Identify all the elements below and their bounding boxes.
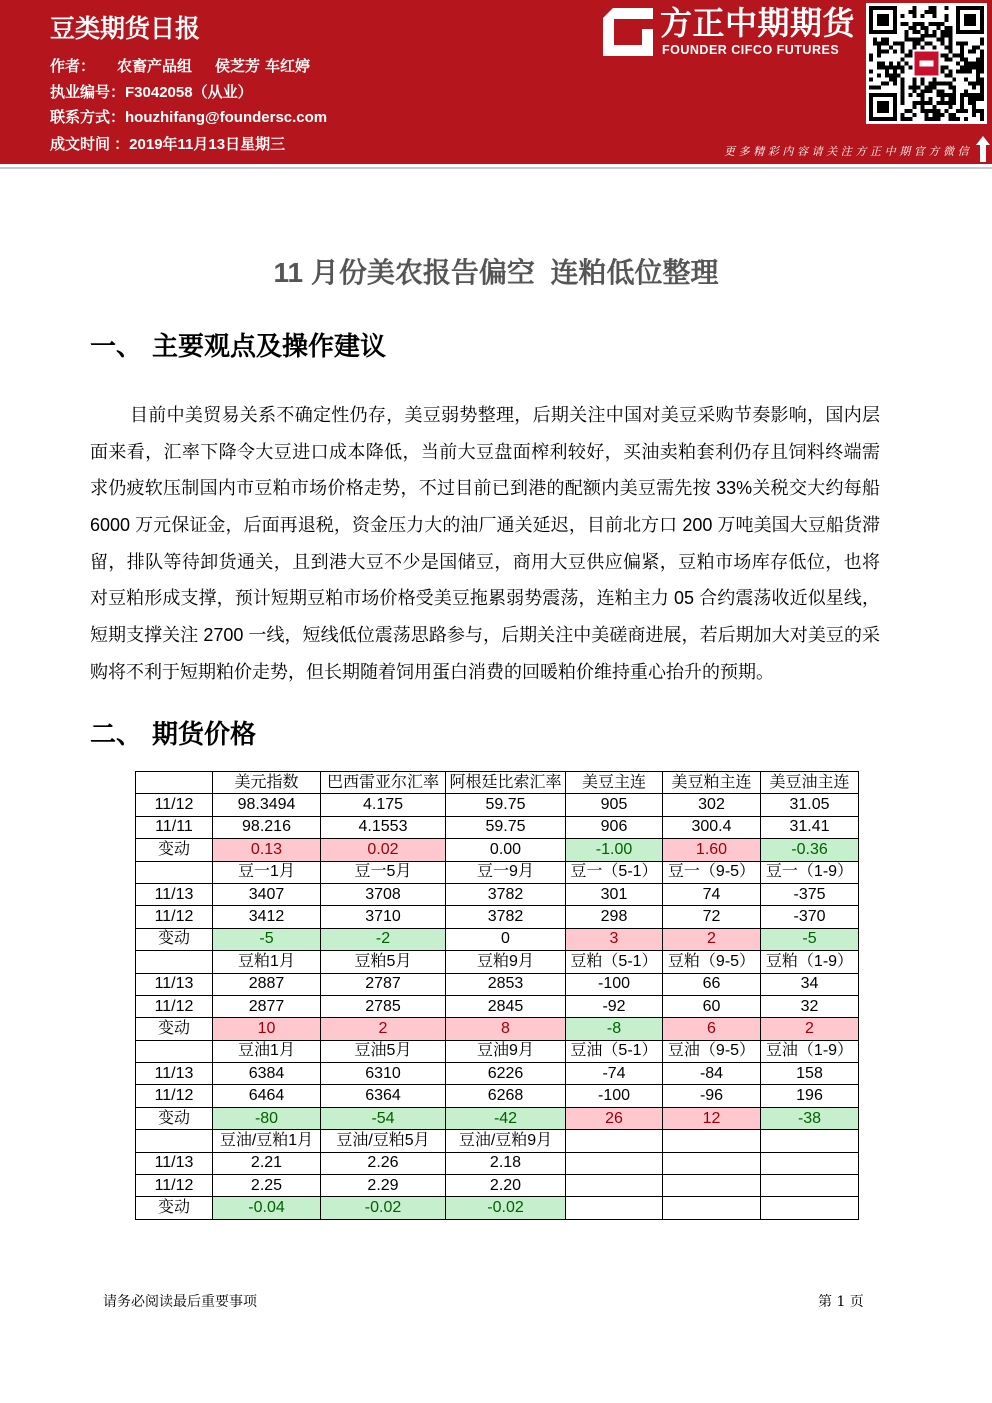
row-label xyxy=(136,1130,213,1152)
table-cell xyxy=(663,1175,761,1197)
table-cell: 2877 xyxy=(213,995,321,1017)
table-cell: 300.4 xyxy=(663,816,761,838)
table-cell: 3710 xyxy=(321,906,446,928)
table-cell: 6226 xyxy=(446,1063,566,1085)
table-cell: 2 xyxy=(321,1018,446,1040)
table-cell xyxy=(761,1197,859,1219)
row-label: 11/13 xyxy=(136,883,213,905)
table-cell: 6268 xyxy=(446,1085,566,1107)
table-cell: -370 xyxy=(761,906,859,928)
row-label xyxy=(136,951,213,973)
column-header-cell: 豆油9月 xyxy=(446,1040,566,1062)
arrow-up-icon xyxy=(976,136,990,162)
date-label: 成文时间 ： xyxy=(50,136,130,153)
table-cell: 2.29 xyxy=(321,1175,446,1197)
license-label: 执业编号： xyxy=(50,84,126,101)
row-label: 变动 xyxy=(136,928,213,950)
column-header-cell: 豆一5月 xyxy=(321,861,446,883)
author-group: 农畜产品组 xyxy=(117,58,193,75)
table-cell: -80 xyxy=(213,1107,321,1129)
table-header-row xyxy=(136,772,859,794)
table-change-row xyxy=(136,928,859,950)
wechat-slogan: 更多精彩内容请关注方正中期官方微信 xyxy=(724,146,973,158)
author-name: 侯芝芳 xyxy=(215,58,261,75)
table-cell: -2 xyxy=(321,928,446,950)
table-cell: 3782 xyxy=(446,906,566,928)
section-heading xyxy=(90,330,386,362)
table-cell: -375 xyxy=(761,883,859,905)
table-cell: -0.02 xyxy=(446,1197,566,1219)
table-cell: 301 xyxy=(566,883,663,905)
table-row xyxy=(136,995,859,1017)
table-cell: 4.1553 xyxy=(321,816,446,838)
table-cell: 3412 xyxy=(213,906,321,928)
table-cell xyxy=(761,1152,859,1174)
column-header-cell: 豆粕（9-5） xyxy=(663,951,761,973)
row-label: 11/13 xyxy=(136,973,213,995)
paragraph-line: 对豆粕形成支撑，预计短期豆粕市场价格受美豆拖累弱势震荡，连粕主力 05 合约震荡收近似星线， xyxy=(90,588,880,609)
table-cell: 2 xyxy=(761,1018,859,1040)
table-cell: 66 xyxy=(663,973,761,995)
table-cell: 0 xyxy=(446,928,566,950)
header-divider xyxy=(0,167,992,169)
column-header-cell: 豆油（1-9） xyxy=(761,1040,859,1062)
table-cell xyxy=(663,1197,761,1219)
page-number: 第 1 页 xyxy=(818,1294,864,1310)
table-cell: -5 xyxy=(213,928,321,950)
author-name: 车红婷 xyxy=(265,58,311,75)
table-change-row xyxy=(136,1197,859,1219)
table-cell: 0.00 xyxy=(446,839,566,861)
column-header-cell: 豆油（5-1） xyxy=(566,1040,663,1062)
table-cell: 60 xyxy=(663,995,761,1017)
column-header-cell: 豆油1月 xyxy=(213,1040,321,1062)
column-header-cell: 美豆主连 xyxy=(566,772,663,794)
row-label: 11/12 xyxy=(136,1085,213,1107)
column-header-cell xyxy=(761,1130,859,1152)
row-label: 11/11 xyxy=(136,816,213,838)
table-row xyxy=(136,816,859,838)
table-cell: 74 xyxy=(663,883,761,905)
table-cell: 6 xyxy=(663,1018,761,1040)
row-label: 11/13 xyxy=(136,1152,213,1174)
table-cell: 0.13 xyxy=(213,839,321,861)
row-label: 11/12 xyxy=(136,794,213,816)
column-header-cell: 豆一（1-9） xyxy=(761,861,859,883)
table-cell: 72 xyxy=(663,906,761,928)
table-cell xyxy=(566,1197,663,1219)
table-cell: -100 xyxy=(566,973,663,995)
table-header-row xyxy=(136,1130,859,1152)
table-cell: -0.02 xyxy=(321,1197,446,1219)
table-cell: 6364 xyxy=(321,1085,446,1107)
qr-center-mark xyxy=(919,60,933,66)
table-row xyxy=(136,973,859,995)
table-cell: 34 xyxy=(761,973,859,995)
table-cell: -1.00 xyxy=(566,839,663,861)
table-cell: 6310 xyxy=(321,1063,446,1085)
column-header-cell: 豆粕9月 xyxy=(446,951,566,973)
table-cell: 2787 xyxy=(321,973,446,995)
opinion-paragraph xyxy=(90,397,880,691)
column-header-cell xyxy=(566,1130,663,1152)
column-header-cell: 阿根廷比索汇率 xyxy=(446,772,566,794)
column-header-cell: 美豆粕主连 xyxy=(663,772,761,794)
futures-price-table xyxy=(135,771,859,1220)
table-cell: -8 xyxy=(566,1018,663,1040)
table-cell: 6464 xyxy=(213,1085,321,1107)
table-cell: 2887 xyxy=(213,973,321,995)
paragraph-line: 6000 万元保证金，后面再退税，资金压力大的油厂通关延迟，目前北方口 200 万吨美国大豆船货滞 xyxy=(90,515,880,536)
table-cell: -5 xyxy=(761,928,859,950)
table-cell: 10 xyxy=(213,1018,321,1040)
section-title: 主要观点及操作建议 xyxy=(152,331,387,361)
table-cell: -0.04 xyxy=(213,1197,321,1219)
table-cell: 302 xyxy=(663,794,761,816)
paragraph-line: 短期支撑关注 2700 一线，短线低位震荡思路参与，后期关注中美磋商进展，若后期加大对美豆的采 xyxy=(90,625,880,646)
table-cell: 3782 xyxy=(446,883,566,905)
table-cell: 26 xyxy=(566,1107,663,1129)
paragraph-line: 目前中美贸易关系不确定性仍存，美豆弱势整理，后期关注中国对美豆采购节奏影响，国内层 xyxy=(130,405,880,425)
row-label: 11/12 xyxy=(136,1175,213,1197)
row-label xyxy=(136,861,213,883)
table-row xyxy=(136,906,859,928)
table-header-row xyxy=(136,951,859,973)
author-line xyxy=(50,57,315,77)
paragraph-line: 购将不利于短期粕价走势，但长期随着饲用蛋白消费的回暖粕价维持重心抬升的预期。 xyxy=(90,661,774,682)
table-cell: 8 xyxy=(446,1018,566,1040)
column-header-cell: 豆一9月 xyxy=(446,861,566,883)
table-cell: 98.3494 xyxy=(213,794,321,816)
column-header-cell: 豆一（5-1） xyxy=(566,861,663,883)
license-line xyxy=(50,83,253,103)
table-cell: 6384 xyxy=(213,1063,321,1085)
document-title: 11 月份美农报告偏空 连粕低位整理 xyxy=(273,257,719,288)
row-label: 11/12 xyxy=(136,995,213,1017)
row-label xyxy=(136,772,213,794)
table-cell: 2.26 xyxy=(321,1152,446,1174)
table-cell: 3407 xyxy=(213,883,321,905)
qr-code-graphic xyxy=(869,6,984,121)
column-header-cell: 豆一1月 xyxy=(213,861,321,883)
table-cell: 59.75 xyxy=(446,816,566,838)
table-cell: -100 xyxy=(566,1085,663,1107)
column-header-cell: 豆粕（1-9） xyxy=(761,951,859,973)
column-header-cell: 豆油/豆粕9月 xyxy=(446,1130,566,1152)
paragraph-line: 留，排队等待卸货通关，且到港大豆不少是国储豆，商用大豆供应偏紧，豆粕市场库存低位，也将 xyxy=(90,551,880,572)
table-cell: 0.02 xyxy=(321,839,446,861)
contact-email[interactable]: houzhifang@foundersc.com xyxy=(125,109,328,126)
row-label xyxy=(136,1040,213,1062)
row-label: 11/13 xyxy=(136,1063,213,1085)
section-title: 期货价格 xyxy=(152,719,257,749)
column-header-cell: 美元指数 xyxy=(213,772,321,794)
table-cell: 98.216 xyxy=(213,816,321,838)
row-label: 变动 xyxy=(136,1018,213,1040)
row-label: 变动 xyxy=(136,839,213,861)
row-label: 11/12 xyxy=(136,906,213,928)
date-value: 2019年11月13日星期三 xyxy=(129,136,286,153)
table-cell: -54 xyxy=(321,1107,446,1129)
table-cell: -74 xyxy=(566,1063,663,1085)
disclaimer-notice: 请务必阅读最后重要事项 xyxy=(103,1294,257,1310)
table-row xyxy=(136,1152,859,1174)
table-cell xyxy=(663,1152,761,1174)
column-header-cell: 豆油（9-5） xyxy=(663,1040,761,1062)
column-header-cell: 美豆油主连 xyxy=(761,772,859,794)
row-label: 变动 xyxy=(136,1197,213,1219)
column-header-cell xyxy=(663,1130,761,1152)
table-cell: -42 xyxy=(446,1107,566,1129)
column-header-cell: 豆粕5月 xyxy=(321,951,446,973)
table-cell xyxy=(761,1175,859,1197)
column-header-cell: 豆一（9-5） xyxy=(663,861,761,883)
table-row xyxy=(136,883,859,905)
column-header-cell: 豆油/豆粕5月 xyxy=(321,1130,446,1152)
paragraph-line: 面来看，汇率下降令大豆进口成本降低，当前大豆盘面榨利较好，买油卖粕套利仍存且饲料终端需 xyxy=(90,441,880,462)
license-value: F3042058（从业） xyxy=(125,84,253,101)
table-cell: 2 xyxy=(663,928,761,950)
table-change-row xyxy=(136,1107,859,1129)
table-cell: -92 xyxy=(566,995,663,1017)
table-row xyxy=(136,1063,859,1085)
row-label: 变动 xyxy=(136,1107,213,1129)
column-header-cell: 豆粕1月 xyxy=(213,951,321,973)
section-number: 二、 xyxy=(90,719,143,749)
table-header-row xyxy=(136,861,859,883)
table-cell: 32 xyxy=(761,995,859,1017)
table-cell: 906 xyxy=(566,816,663,838)
table-cell: 2853 xyxy=(446,973,566,995)
table-cell: 3708 xyxy=(321,883,446,905)
date-line xyxy=(50,135,285,155)
table-cell: -38 xyxy=(761,1107,859,1129)
contact-label: 联系方式： xyxy=(50,109,126,126)
founder-logo-icon xyxy=(603,8,653,56)
table-cell: -0.36 xyxy=(761,839,859,861)
table-change-row xyxy=(136,1018,859,1040)
author-label: 作者： xyxy=(50,58,96,75)
table-cell: 158 xyxy=(761,1063,859,1085)
wechat-qr-code xyxy=(866,3,987,124)
table-row xyxy=(136,1085,859,1107)
table-cell: 2.20 xyxy=(446,1175,566,1197)
table-cell: 3 xyxy=(566,928,663,950)
brand-name-cn: 方正中期期货 xyxy=(660,5,856,41)
paragraph-line: 求仍疲软压制国内市豆粕市场价格走势，不过目前已到港的配额内美豆需先按 33%关税交大约每船 xyxy=(90,478,880,499)
report-name: 豆类期货日报 xyxy=(50,15,201,43)
table-cell: 2.18 xyxy=(446,1152,566,1174)
table-cell: 4.175 xyxy=(321,794,446,816)
column-header-cell: 豆油/豆粕1月 xyxy=(213,1130,321,1152)
table-cell: 2845 xyxy=(446,995,566,1017)
table-cell: 1.60 xyxy=(663,839,761,861)
table-row xyxy=(136,794,859,816)
table-cell: -96 xyxy=(663,1085,761,1107)
table-cell: 31.05 xyxy=(761,794,859,816)
section-heading xyxy=(90,718,256,750)
column-header-cell: 巴西雷亚尔汇率 xyxy=(321,772,446,794)
table-cell: 2.25 xyxy=(213,1175,321,1197)
table-cell: 298 xyxy=(566,906,663,928)
table-cell: 31.41 xyxy=(761,816,859,838)
table-header-row xyxy=(136,1040,859,1062)
table-cell: 59.75 xyxy=(446,794,566,816)
table-cell xyxy=(566,1175,663,1197)
table-cell xyxy=(566,1152,663,1174)
section-number: 一、 xyxy=(90,331,143,361)
table-cell: 2.21 xyxy=(213,1152,321,1174)
table-row xyxy=(136,1175,859,1197)
column-header-cell: 豆粕（5-1） xyxy=(566,951,663,973)
table-cell: 905 xyxy=(566,794,663,816)
table-cell: -84 xyxy=(663,1063,761,1085)
table-cell: 196 xyxy=(761,1085,859,1107)
contact-line xyxy=(50,108,327,128)
table-cell: 12 xyxy=(663,1107,761,1129)
brand-name-en: FOUNDER CIFCO FUTURES xyxy=(662,43,840,57)
column-header-cell: 豆油5月 xyxy=(321,1040,446,1062)
table-cell: 2785 xyxy=(321,995,446,1017)
table-change-row xyxy=(136,839,859,861)
